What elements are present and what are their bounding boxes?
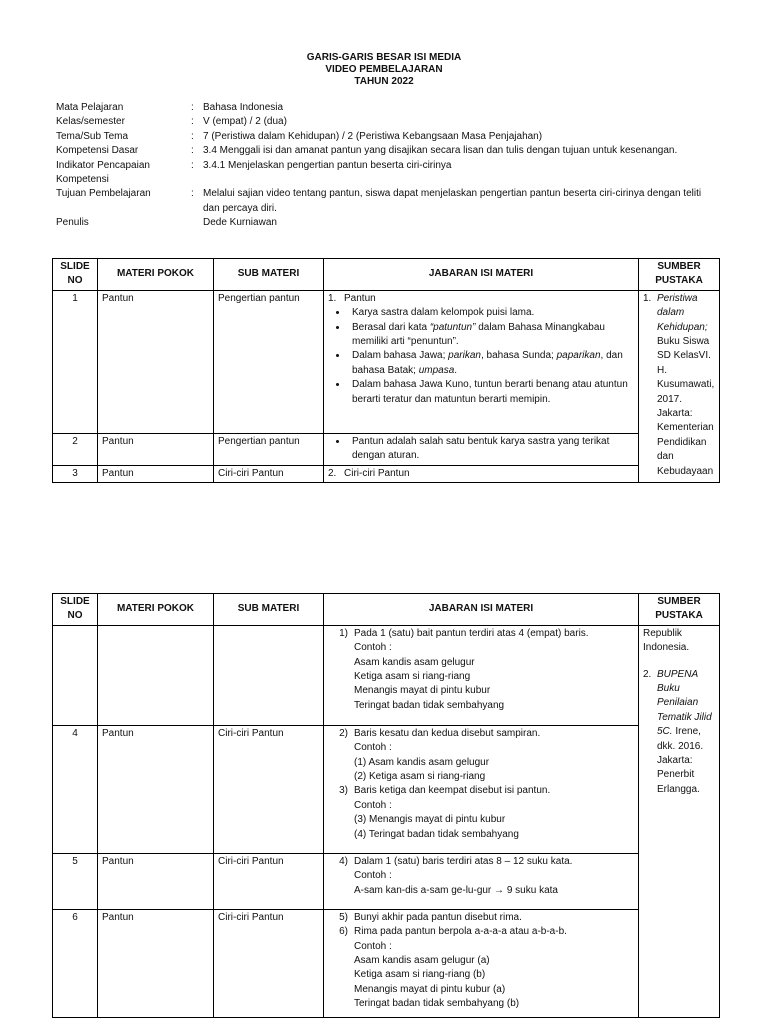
table-row	[53, 853, 720, 909]
col-jabaran: JABARAN ISI MATERI	[324, 594, 639, 626]
heading-text: Ciri-ciri Pantun	[344, 467, 410, 479]
info-row	[56, 187, 716, 216]
bullet-item: • Pantun adalah salah satu bentuk karya sastra yang terikat dengan aturan.	[348, 435, 634, 464]
info-table	[56, 101, 716, 231]
table-row	[53, 465, 720, 482]
info-row	[56, 216, 716, 230]
sumber-item-2	[643, 668, 715, 798]
bullet-item: • Dalam bahasa Jawa; parikan, bahasa Sunda; paparikan, dan bahasa Batak; umpasa.	[348, 349, 634, 378]
info-label: Penulis	[56, 217, 89, 229]
sub-materi-cell: Ciri-ciri Pantun	[214, 909, 324, 1017]
col-jabaran: JABARAN ISI MATERI	[324, 259, 639, 291]
line-text: Contoh :	[354, 940, 392, 952]
line-text: Baris kesatu dan kedua disebut sampiran.	[354, 727, 541, 739]
table-row	[53, 725, 720, 853]
line-text: Teringat badan tidak sembahyang	[354, 699, 505, 711]
line-text: Dalam 1 (satu) baris terdiri atas 8 – 12 suku kata.	[354, 855, 573, 867]
info-row	[56, 101, 716, 115]
info-label: Mata Pelajaran	[56, 102, 124, 113]
sumber-body	[657, 292, 715, 479]
line-number: 3)	[339, 785, 348, 797]
line-text: (1) Asam kandis asam gelugur	[354, 756, 490, 768]
line-text: Contoh :	[354, 642, 392, 654]
jabaran-cell	[324, 290, 639, 433]
jabaran-cell	[324, 725, 639, 853]
info-label: Tujuan Pembelajaran	[56, 188, 151, 200]
table-row	[53, 909, 720, 1017]
sumber-body	[657, 668, 715, 798]
sumber-cell	[639, 290, 720, 482]
spacer	[643, 656, 715, 668]
info-sep	[191, 216, 203, 230]
italic-term: parikan	[448, 350, 481, 362]
heading-number: 1.	[328, 292, 337, 304]
jabaran-cell	[324, 909, 639, 1017]
line-text: Contoh :	[354, 799, 392, 811]
line-text: Asam kandis asam gelugur (a)	[354, 955, 490, 967]
info-value: Dede Kurniawan	[203, 217, 277, 229]
line-text: Rima pada pantun berpola a-a-a-a atau a-b-a-b.	[354, 926, 567, 938]
line-text: Ketiga asam si riang-riang (b)	[354, 969, 486, 981]
col-materi-pokok: MATERI POKOK	[98, 594, 214, 626]
sub-materi-cell: Pengertian pantun	[214, 433, 324, 465]
bullet-item: • Dalam bahasa Jawa Kuno, tuntun berarti benang atau atuntun berarti teratur dan matuntun berarti memipin.	[348, 378, 634, 407]
info-sep: :	[191, 159, 194, 171]
info-value: V (empat) / 2 (dua)	[203, 116, 287, 128]
slide-no-cell	[53, 625, 98, 725]
sumber-title: BUPENA Buku Penilaian Tematik Jilid 5C.	[657, 668, 712, 738]
slide-no-cell: 2	[53, 433, 98, 465]
line-text: Teringat badan tidak sembahyang (b)	[354, 998, 520, 1010]
line-text: Ketiga asam si riang-riang	[354, 671, 471, 683]
line-number: 4)	[339, 855, 348, 867]
col-sub-materi: SUB MATERI	[214, 259, 324, 291]
sumber-detail: Buku Siswa SD KelasVI. H. Kusumawati, 2017. Jakarta: Kementerian Pendidikan dan Kebudayaan	[657, 336, 715, 477]
info-sep: :	[191, 116, 194, 128]
heading-text: Pantun	[344, 292, 376, 304]
info-row	[56, 144, 716, 158]
slide-no-cell: 3	[53, 465, 98, 482]
col-materi-pokok: MATERI POKOK	[98, 259, 214, 291]
slide-no-cell: 1	[53, 290, 98, 433]
numbered-line	[328, 727, 634, 741]
table-header-row	[53, 594, 720, 626]
sub-materi-cell: Pengertian pantun	[214, 290, 324, 433]
table-row	[53, 625, 720, 725]
info-sep: :	[191, 102, 194, 113]
numbered-line	[328, 784, 634, 798]
numbered-line	[328, 911, 634, 925]
bullet-list	[328, 306, 634, 407]
info-sep: :	[191, 188, 194, 200]
jabaran-cell	[324, 465, 639, 482]
italic-term: paparikan	[556, 350, 601, 362]
line-text: Menangis mayat di pintu kubur (a)	[354, 983, 506, 995]
sumber-detail: Irene, dkk. 2016. Jakarta: Penerbit Erlangga.	[657, 726, 704, 795]
table-row	[53, 433, 720, 465]
materi-cell: Pantun	[98, 433, 214, 465]
info-row	[56, 130, 716, 144]
sub-materi-cell: Ciri-ciri Pantun	[214, 465, 324, 482]
info-value: 3.4.1 Menjelaskan pengertian pantun beserta ciri-cirinya	[203, 159, 452, 171]
materi-cell: Pantun	[98, 853, 214, 909]
col-sub-materi: SUB MATERI	[214, 594, 324, 626]
numbered-heading	[328, 292, 634, 306]
sumber-cell	[639, 625, 720, 1017]
col-sumber: SUMBER PUSTAKA	[639, 594, 720, 626]
line-text: (3) Menangis mayat di pintu kubur	[354, 814, 506, 826]
line-text: Asam kandis asam gelugur	[354, 656, 475, 668]
bullet-item: • Berasal dari kata “patuntun” dalam Bahasa Minangkabau memiliki arti “penuntun”.	[348, 321, 634, 350]
numbered-line	[328, 627, 634, 641]
title-line-1: GARIS-GARIS BESAR ISI MEDIA	[306, 52, 462, 63]
sumber-number: 1.	[643, 292, 652, 304]
table-header-row	[53, 259, 720, 291]
sumber-title: Peristiwa dalam Kehidupan;	[657, 292, 708, 333]
table-row	[53, 290, 720, 433]
sub-materi-cell: Ciri-ciri Pantun	[214, 853, 324, 909]
line-text: Contoh :	[354, 870, 392, 882]
italic-term: umpasa	[418, 364, 455, 376]
line-number: 2)	[339, 727, 348, 739]
materi-cell: Pantun	[98, 290, 214, 433]
line-text: (4) Teringat badan tidak sembahyang	[354, 828, 519, 840]
info-label: Tema/Sub Tema	[56, 130, 129, 142]
col-sumber: SUMBER PUSTAKA	[639, 259, 720, 291]
info-row	[56, 115, 716, 129]
info-sep: :	[191, 145, 194, 157]
slide-no-cell: 5	[53, 853, 98, 909]
info-value: 7 (Peristiwa dalam Kehidupan) / 2 (Peristiwa Kebangsaan Masa Penjajahan)	[203, 130, 543, 142]
materi-cell: Pantun	[98, 725, 214, 853]
materi-cell: Pantun	[98, 909, 214, 1017]
info-label: Indikator Pencapaian Kompetensi	[56, 159, 150, 186]
sub-materi-cell	[214, 625, 324, 725]
line-text: Baris ketiga dan keempat disebut isi pantun.	[354, 785, 551, 797]
jabaran-cell	[324, 433, 639, 465]
info-label: Kelas/semester	[56, 116, 125, 128]
line-text: A-sam kan-dis a-sam ge-lu-gur → 9 suku kata	[354, 884, 558, 896]
line-number: 5)	[339, 911, 348, 923]
line-text: Bunyi akhir pada pantun disebut rima.	[354, 911, 522, 923]
slide-no-cell: 4	[53, 725, 98, 853]
info-sep: :	[191, 130, 194, 142]
heading-number: 2.	[328, 467, 337, 479]
info-row	[56, 159, 716, 188]
title-line-3: TAHUN 2022	[354, 76, 414, 87]
materi-cell: Pantun	[98, 465, 214, 482]
line-number: 1)	[339, 627, 348, 639]
jabaran-cell	[324, 853, 639, 909]
bullet-item: • Karya sastra dalam kelompok puisi lama.	[348, 306, 634, 320]
numbered-line	[328, 925, 634, 939]
sub-materi-cell: Ciri-ciri Pantun	[214, 725, 324, 853]
line-text: Contoh :	[354, 742, 392, 754]
col-slide-no: SLIDE NO	[53, 259, 98, 291]
materi-table-1	[52, 258, 720, 483]
materi-cell	[98, 625, 214, 725]
sumber-number: 2.	[643, 668, 652, 680]
title-line-2: VIDEO PEMBELAJARAN	[325, 64, 443, 75]
col-slide-no: SLIDE NO	[53, 594, 98, 626]
info-label: Kompetensi Dasar	[56, 145, 139, 157]
numbered-heading	[328, 467, 634, 481]
numbered-line	[328, 855, 634, 869]
italic-term: “patuntun”	[429, 321, 476, 333]
line-text: (2) Ketiga asam si riang-riang	[354, 771, 486, 783]
info-value: Melalui sajian video tentang pantun, siswa dapat menjelaskan pengertian pantun beserta ciri-cirinya dengan teliti dan percaya diri.	[203, 188, 702, 214]
info-value: Bahasa Indonesia	[203, 102, 284, 113]
sumber-continued: Republik Indonesia.	[643, 627, 690, 654]
slide-no-cell: 6	[53, 909, 98, 1017]
line-text: Pada 1 (satu) bait pantun terdiri atas 4 (empat) baris.	[354, 627, 589, 639]
line-number: 6)	[339, 926, 348, 938]
line-text: Menangis mayat di pintu kubur	[354, 685, 491, 697]
info-value: 3.4 Menggali isi dan amanat pantun yang disajikan secara lisan dan tulis dengan tujuan untuk kesenangan.	[203, 145, 678, 157]
jabaran-cell	[324, 625, 639, 725]
materi-table-2	[52, 593, 720, 1018]
sumber-item-1	[643, 292, 715, 479]
bullet-list	[328, 435, 634, 464]
document-title	[0, 52, 768, 88]
